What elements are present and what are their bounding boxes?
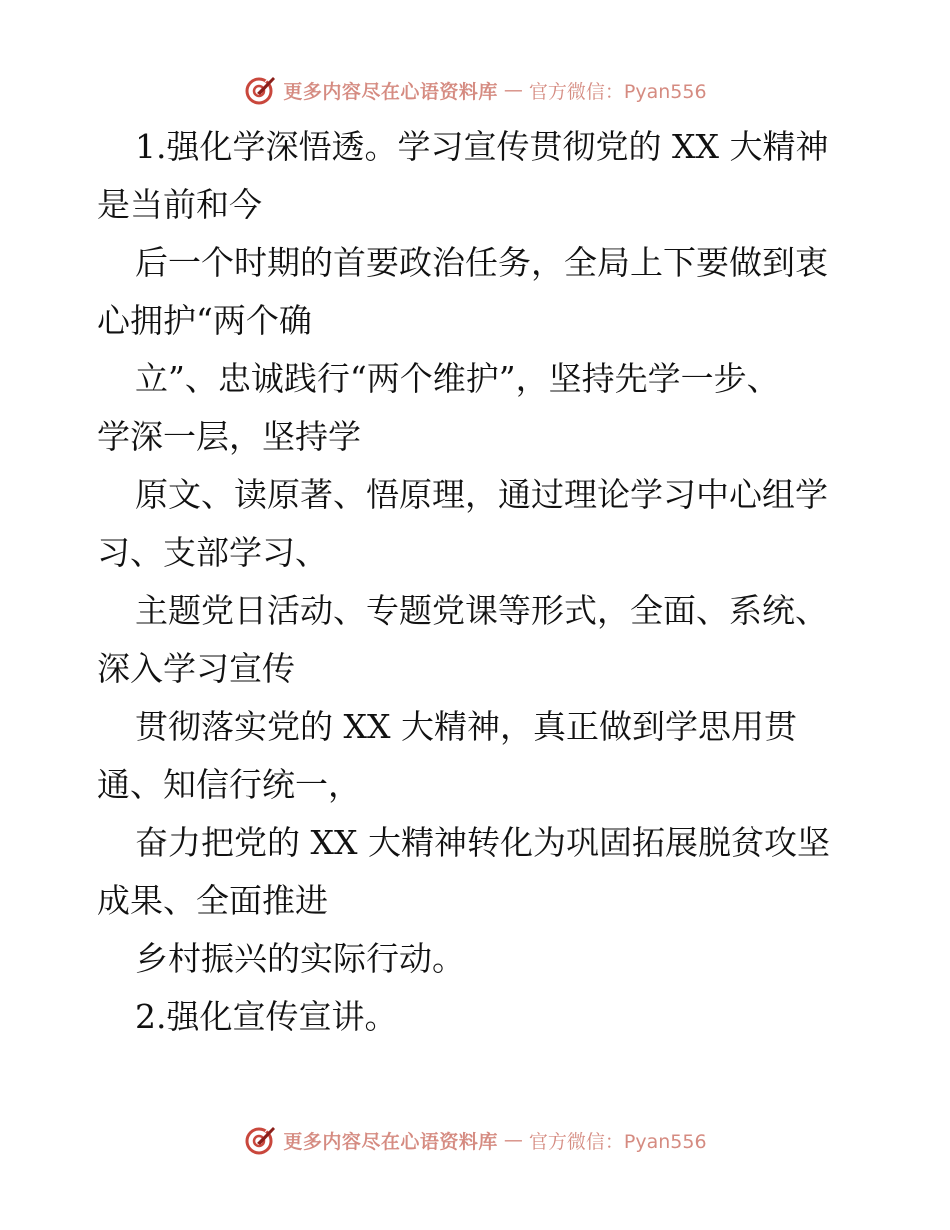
- banner-wechat: 官方微信：Pyan556: [528, 1130, 707, 1153]
- text-line: 1.强化学深悟透。学习宣传贯彻党的 XX 大精神: [135, 127, 829, 166]
- footer-banner: [0, 1120, 950, 1160]
- text-line: 学深一层，坚持学: [97, 417, 361, 456]
- text-line: 主题党日活动、专题党课等形式，全面、系统、: [135, 591, 828, 630]
- text-line: 乡村振兴的实际行动。: [135, 939, 465, 978]
- text-line: 贯彻落实党的 XX 大精神，真正做到学思用贯: [135, 707, 797, 746]
- text-line: 后一个时期的首要政治任务，全局上下要做到衷: [135, 243, 828, 282]
- text-line: 习、支部学习、: [97, 533, 328, 572]
- text-line: 成果、全面推进: [97, 881, 328, 920]
- banner-title: 更多内容尽在心语资料库: [283, 1130, 498, 1153]
- text-line: 通、知信行统一，: [97, 765, 361, 804]
- banner-dash: —: [503, 1129, 523, 1151]
- text-line: 2.强化宣传宣讲。: [135, 997, 398, 1036]
- text-line: 原文、读原著、悟原理，通过理论学习中心组学: [135, 475, 828, 514]
- quill-logo-icon: [243, 73, 277, 107]
- text-line: 立”、忠诚践行“两个维护”，坚持先学一步、: [135, 359, 780, 398]
- header-banner: [0, 70, 950, 110]
- text-line: 深入学习宣传: [97, 649, 295, 688]
- quill-logo-icon: [243, 1123, 277, 1157]
- banner-dash: —: [503, 79, 523, 101]
- text-line: 奋力把党的 XX 大精神转化为巩固拓展脱贫攻坚: [135, 823, 830, 862]
- banner-title: 更多内容尽在心语资料库: [283, 80, 498, 103]
- banner-wechat: 官方微信：Pyan556: [528, 80, 707, 103]
- text-line: 心拥护“两个确: [97, 301, 312, 340]
- document-body: [97, 118, 857, 1046]
- text-line: 是当前和今: [97, 185, 262, 224]
